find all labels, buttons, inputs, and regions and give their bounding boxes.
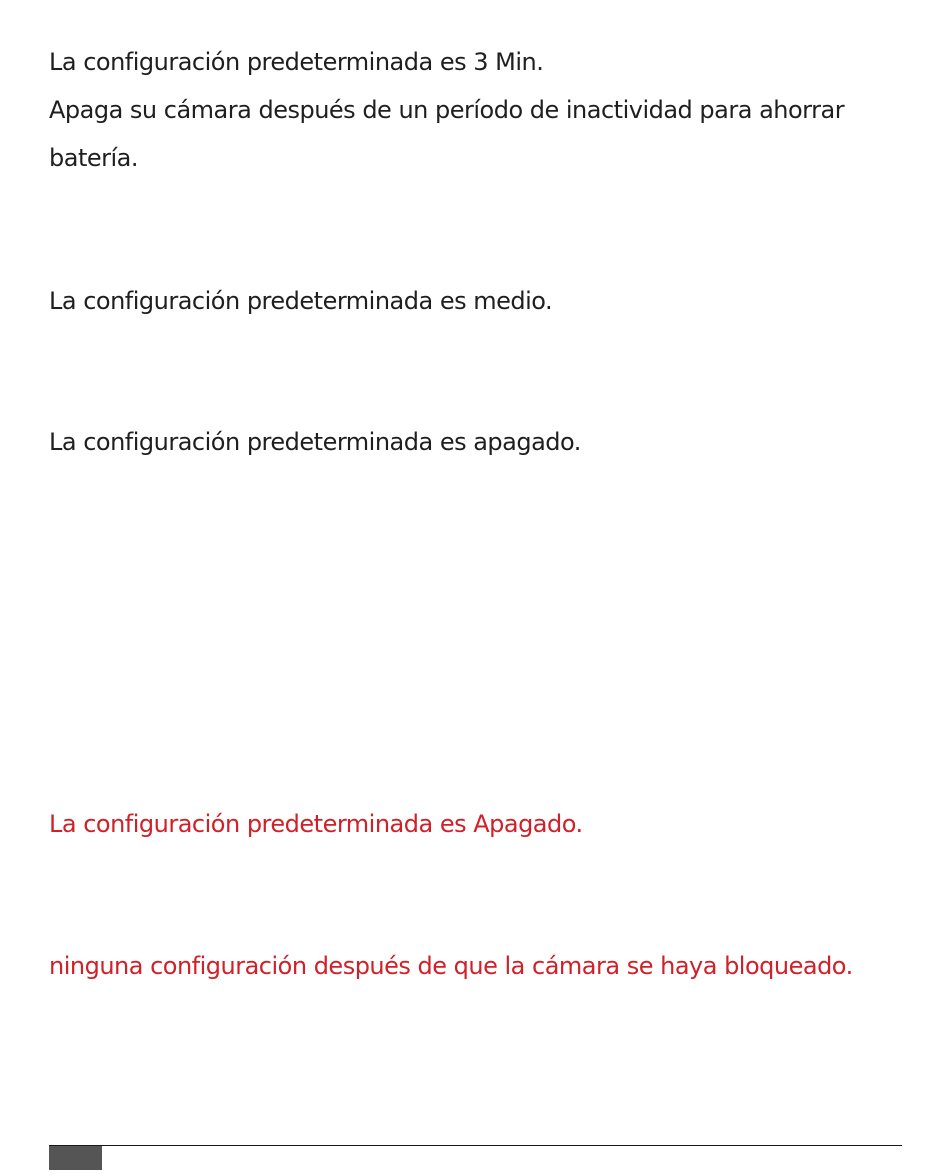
default-off-red-note: La configuración predeterminada es Apagado. — [49, 810, 583, 838]
lock-note-red: ninguna configuración después de que la cámara se haya bloqueado. — [49, 952, 853, 980]
default-3min-text: La configuración predeterminada es 3 Min. — [49, 48, 544, 76]
auto-off-description-line-1: Apaga su cámara después de un período de inactividad para ahorrar — [49, 96, 845, 124]
footer-page-tab — [49, 1146, 102, 1170]
auto-off-description-line-2: batería. — [49, 144, 138, 172]
default-off-text: La configuración predeterminada es apagado. — [49, 428, 581, 456]
default-medium-text: La configuración predeterminada es medio. — [49, 287, 553, 315]
footer-divider — [49, 1145, 902, 1146]
